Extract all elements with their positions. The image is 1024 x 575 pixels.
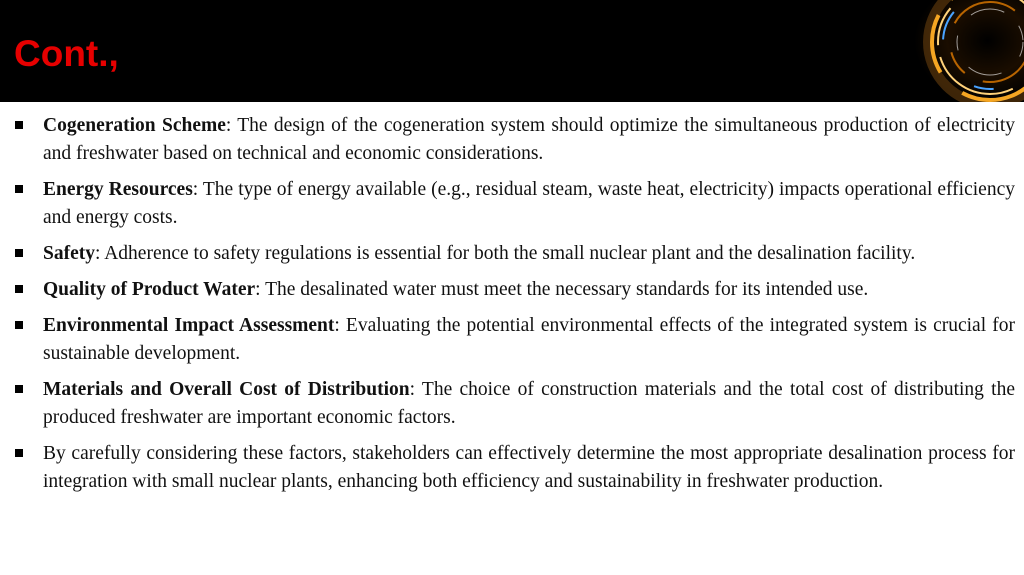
square-bullet-icon [15, 249, 23, 257]
bullet-text: : Adherence to safety regulations is essential for both the small nuclear plant and the desalination facility. [95, 243, 916, 264]
bullet-item-conclusion [0, 440, 1024, 496]
bullet-item-materials-cost [0, 376, 1024, 432]
bullet-list [0, 112, 1024, 496]
square-bullet-icon [15, 385, 23, 393]
square-bullet-icon [15, 185, 23, 193]
bullet-term: Materials and Overall Cost of Distribution [43, 379, 410, 400]
bullet-text: : The type of energy available (e.g., residual steam, waste heat, electricity) impacts operational efficiency and energy costs. [43, 179, 1015, 228]
bullet-text: : The choice of construction materials and the total cost of distributing the produced freshwater are important economic factors. [43, 379, 1015, 428]
bullet-text: : The desalinated water must meet the necessary standards for its intended use. [255, 279, 869, 300]
slide-header [0, 0, 1024, 102]
bullet-term: Safety [43, 243, 95, 264]
slide-body [0, 112, 1024, 504]
bullet-item-energy-resources [0, 176, 1024, 232]
square-bullet-icon [15, 449, 23, 457]
bullet-item-product-water-quality [0, 276, 1024, 304]
square-bullet-icon [15, 321, 23, 329]
slide-title: Cont., [14, 33, 119, 74]
bullet-term: Cogeneration Scheme [43, 115, 226, 136]
bullet-item-safety [0, 240, 1024, 268]
bullet-text: : Evaluating the potential environmental effects of the integrated system is crucial for sustainable development. [43, 315, 1015, 364]
glowing-ring-image [902, 0, 1024, 102]
bullet-item-cogeneration-scheme [0, 112, 1024, 168]
bullet-text: By carefully considering these factors, stakeholders can effectively determine the most appropriate desalination process for integration with small nuclear plants, enhancing both efficiency and sustainability in freshwater production. [43, 443, 1015, 492]
bullet-item-environmental-impact [0, 312, 1024, 368]
bullet-text: : The design of the cogeneration system should optimize the simultaneous production of electricity and freshwater based on technical and economic considerations. [43, 115, 1015, 164]
square-bullet-icon [15, 121, 23, 129]
bullet-term: Environmental Impact Assessment [43, 315, 335, 336]
square-bullet-icon [15, 285, 23, 293]
bullet-term: Energy Resources [43, 179, 193, 200]
bullet-term: Quality of Product Water [43, 279, 256, 300]
